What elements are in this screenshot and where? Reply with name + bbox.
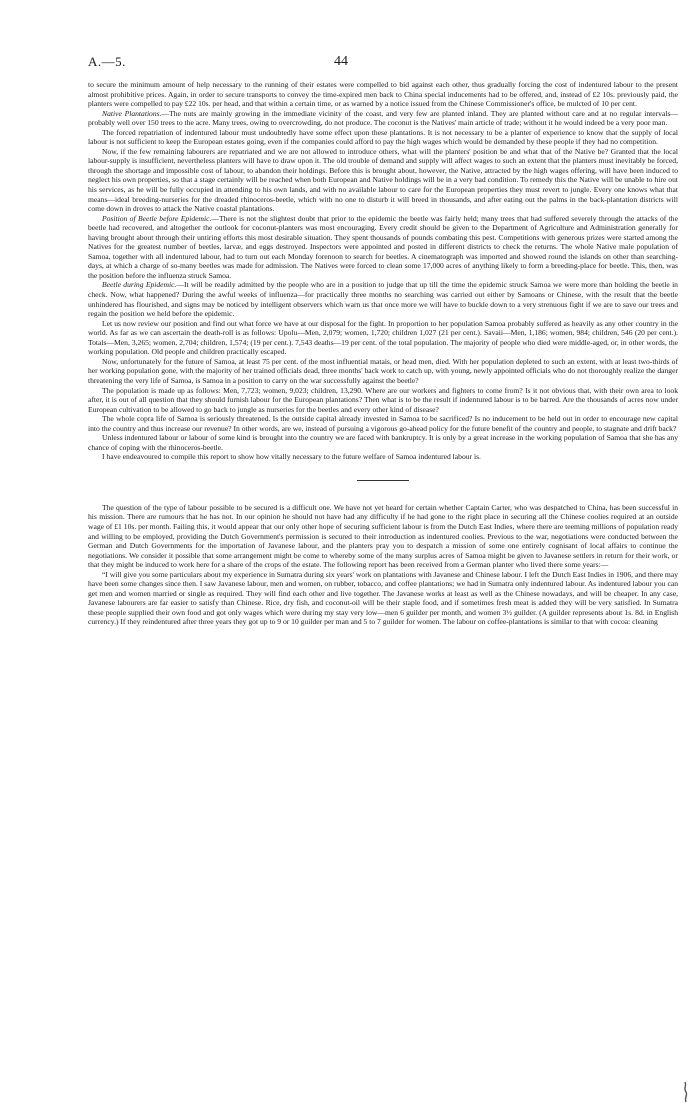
paragraph: Now, if the few remaining labourers are repatriated and we are not allowed to introduce others, what will the planters' position be and what that of the Native be? Granted that the local labour-supply is insufficient, nevertheless planters will have to draw upon it. The old trouble of demand and supply will affect wages to such an extent that the planters must inevitably be forced, through the shortage and impossible cost of labour, to abandon their holdings. Before this is brought about, however, the Native, attracted by the high wages offering, will have been induced to neglect his own properties, so that a stage certainly will be reached when both European and Native holdings will be in a very bad condition. To remedy this the Native will be unable to hire out his services, as he will be fully occupied in attending to his own lands, and with no available labour to care for the European properties they must revert to jungle. Every one knows what that means—ideal breeding-nurseries for the dreaded rhinoceros-beetle, which with no one to disturb it will breed in thousands, and after eating out the palms in the back-plantation districts will come down in droves to attack the Native coastal plantations. (88, 146, 678, 214)
scan-mark-icon (680, 1080, 690, 1104)
paragraph: The population is made up as follows: Men, 7,723; women, 9,023; children, 13,290. Where are our workers and fighters to come from? Is it not obvious that, with their own area to look after, it is out of all question that they should furnish labour for the European plantations? Then what is to be the result if indentured labour is to be barred. Are the thousands of acres now under European cultivation to be allowed to go back to jungle as nurseries for the beetles and every other kind of disease? (88, 385, 678, 414)
paragraph-heading: Beetle during Epidemic. (102, 280, 177, 290)
paragraph: I have endeavoured to compile this report to show how vitally necessary to the future welfare of Samoa indentured labour is. (102, 452, 481, 462)
paragraph-heading: Native Plantations. (102, 108, 162, 118)
paragraph: Unless indentured labour or labour of some kind is brought into the country we are faced with bankruptcy. It is only by a great increase in the working population of Samoa that she has any chance of coping with the rhinoceros-beetle. (88, 433, 678, 452)
paragraph: Now, unfortunately for the future of Samoa, at least 75 per cent. of the most influential matais, or head men, died. With her population depleted to such an extent, with at least two-thirds of her working population gone, with the majority of her trained officials dead, three months' back work to catch up, with young, newly appointed officials who do not thoroughly realize the danger threatening the very life of Samoa, is Samoa in a position to carry on the war successfully against the beetle? (88, 356, 678, 385)
paragraph: “I will give you some particulars about my experience in Sumatra during six years' work on plantations with Javanese and Chinese labour. I left the Dutch East Indies in 1906, and there may have been some changes since then. I saw Javanese labour, men and women, on rubber, tobacco, and coffee plantations; we had in Sumatra only indentured labour. As indentured labour you can get men and women married or single as required. They will find each other and live together. The Javanese works at least as well as the Chinese nowadays, and will be cheaper. In any case, Javanese labourers are far easier to satisfy than Chinese. Rice, dry fish, and coconut-oil will be their staple food, and if sometimes fresh meat is added they will be very satisfied. In Sumatra these people supplied their own food and got only wages which were during my stay very low—men 6 guilder per month, and women 3½ guilder. (A guilder represents about 1s. 8d. in English currency.) If they reindentured after three years they got up to 9 or 10 guilder per man and 5 to 7 guilder for women. The labour on coffee-plantations is similar to that with cocoa: cleaning (88, 569, 678, 627)
paragraph: to secure the minimum amount of help necessary to the running of their estates were compelled to bid against each other, thus gradually forcing the cost of indentured labour to the present almost prohibitive prices. Again, in order to secure transports to convey the time-expired men back to China special inducements had to be offered, and, instead of £2 10s. previously paid, the planters were compelled to pay £22 10s. per head, and that within a certain time, or as warned by a notice issued from the Chinese Commissioner's office, be mulcted of 10 per cent. (88, 80, 678, 109)
paragraph-heading: Position of Beetle before Epidemic. (102, 213, 212, 223)
paragraph: The forced repatriation of indentured labour must undoubtedly have some effect upon these plantations. It is not necessary to be a planter of experience to know that the supply of local labour is not sufficient to keep the European estates going, even if the companies could afford to pay the high wages which would be demanded by these people if they had no competition. (88, 127, 678, 147)
page-number: 44 (334, 54, 348, 69)
paragraph: Beetle during Epidemic.—It will be readily admitted by the people who are in a position to judge that up till the time the epidemic struck Samoa we were more than holding the beetle in check. Now, what happened? During the awful weeks of influenza—for practically three months no searching was carried out either by Samoans or Chinese, with the result that the beetle unhindered has flourished, and signs may be noticed by intelligent observers which warn us that once more we will have to buckle down to a very strenuous fight if we are to save our trees and regain the position we held before the epidemic. (88, 280, 678, 319)
paragraph: Position of Beetle before Epidemic.—There is not the slightest doubt that prior to the epidemic the beetle was fairly held; many trees that had suffered severely through the attacks of the beetle had recovered, and altogether the outlook for coconut-planters was most encouraging. Every credit should be given to the Department of Agriculture and Administration generally for having brought about through their untiring efforts this most desirable situation. They spent thousands of pounds combating this pest. Competitions with generous prizes were started among the Natives for the greatest number of beetles, larvæ, and eggs destroyed. Inspectors were appointed and posted in different districts to check the returns. The whole Native male population of Samoa, together with all indentured labour, had to turn out each Monday forenoon to search for beetles. A cinematograph was imported and showed round the islands on other than searching-days, at which a charge of so-many beetles was made for admission. The Natives were forced to clean some 17,000 acres of anything likely to form a breeding-place for beetle. This, then, was the position before the influenza struck Samoa. (88, 213, 678, 280)
paragraph: The whole copra life of Samoa is seriously threatened. Is the outside capital already invested in Samoa to be sacrificed? Is no inducement to be held out in order to encourage new capital into the country and thus increase our revenue? In other words, are we, instead of pursuing a vigorous go-ahead policy for the future benefit of the country and people, to stagnate and drift back? (88, 414, 678, 433)
page-header (88, 54, 678, 74)
paragraph: The question of the type of labour possible to be secured is a difficult one. We have not yet heard for certain whether Captain Carter, who was despatched to China, has been successful in his mission. There are rumours that he has not. In our opinion he should not have had any difficulty if he had gone to the right place in securing all the Chinese coolies required at an outside wage of £1 10s. per month. Failing this, it would appear that our only other hope of securing sufficient labour is from the Dutch East Indies, where there are teeming millions of population ready and willing to be employed, providing the Dutch Government's permission is secured to their introduction as indentured coolies. Previous to the war, negotiations were conducted between the German and Dutch Governments for the importation of Javanese labour, and the planters pray you to despatch a mission of some one entirely cognisant of local affairs to continue the negotiations. We consider it possible that some arrangement might be come to whereby some of the many surplus acres of Samoa might be given to Javanese settlers in return for their work, or that they might be induced to work here for a share of the crops of the estate. The following report has been received from a German planter who lived there some years:— (88, 502, 678, 570)
document-body (88, 80, 678, 627)
paragraph: Native Plantations.—The nuts are mainly growing in the immediate vicinity of the coast, and very few are planted inland. They are planted without care and at no regular intervals—probably well over 150 trees to the acre. Many trees, owing to overcrowding, do not produce. The coconut is the Natives' main article of trade; without it he would indeed be a very poor man. (88, 108, 678, 128)
paragraph: Let us now review our position and find out what force we have at our disposal for the fight. In proportion to her population Samoa probably suffered as heavily as any other country in the world. As far as we can ascertain the death-roll is as follows: Upolu—Men, 2,079; women, 1,720; children 1,027 (21 per cent.). Savaii—Men, 1,186; women, 984; children, 546 (20 per cent.). Totals—Men, 3,265; women, 2,704; children, 1,574; (19 per cent.). 7,543 deaths—19 per cent. of the total population. The majority of people who died were middle-aged, or, in other words, the working population. Old people and children practically escaped. (88, 318, 678, 357)
section-divider (357, 480, 409, 481)
section-reference: A.—5. (88, 54, 126, 69)
